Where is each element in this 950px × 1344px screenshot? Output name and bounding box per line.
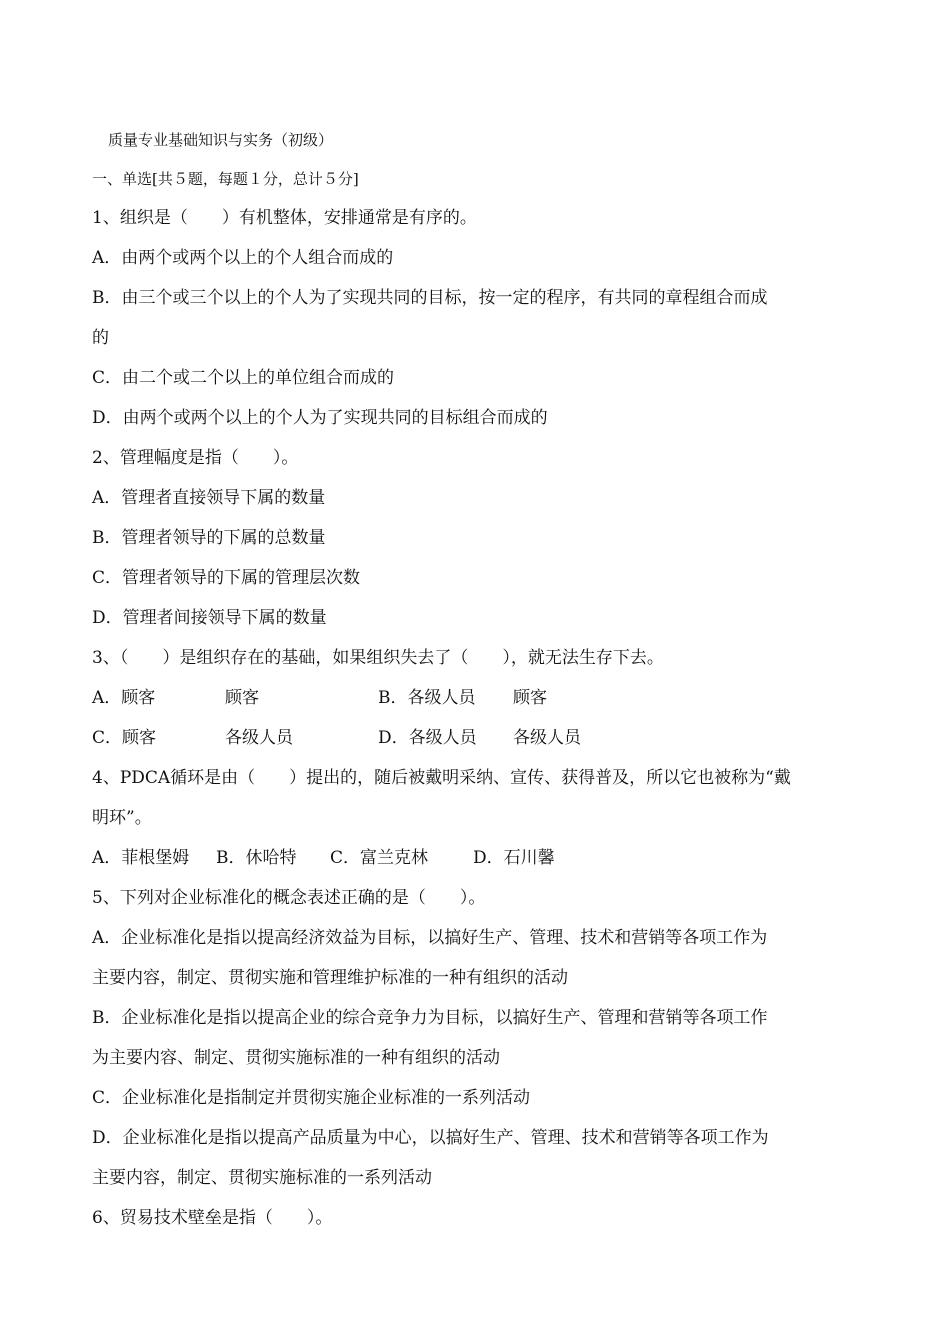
question-4-option-c: C．富兰克林 [330, 848, 429, 868]
question-5-option-a: A．企业标准化是指以提高经济效益为目标，以搞好生产、管理、技术和营销等各项工作为 [92, 928, 768, 948]
question-5-stem: 5、下列对企业标准化的概念表述正确的是（ ）。 [92, 888, 486, 908]
question-3-option-a-second: 顾客 [225, 688, 259, 708]
question-2-option-d: D．管理者间接领导下属的数量 [92, 608, 327, 628]
question-3-option-c: C．顾客 [92, 728, 157, 748]
question-2-option-a: A．管理者直接领导下属的数量 [92, 488, 326, 508]
question-3-option-d: D．各级人员 [378, 728, 477, 748]
question-1-option-c: C．由二个或二个以上的单位组合而成的 [92, 368, 395, 388]
question-3-option-c-second: 各级人员 [225, 728, 293, 748]
question-6-stem: 6、贸易技术壁垒是指（ ）。 [92, 1208, 333, 1228]
question-3-option-d-second: 各级人员 [513, 728, 581, 748]
question-1-option-b-cont: 的 [92, 328, 109, 348]
question-3-option-a: A．顾客 [92, 688, 156, 708]
question-5-option-a-cont: 主要内容，制定、贯彻实施和管理维护标准的一种有组织的活动 [92, 968, 568, 988]
question-2-option-c: C．管理者领导的下属的管理层次数 [92, 568, 361, 588]
question-4-option-d: D．石川馨 [473, 848, 555, 868]
document-title: 质量专业基础知识与实务（初级） [108, 131, 334, 149]
question-1-stem: 1、组织是（ ）有机整体，安排通常是有序的。 [92, 208, 477, 228]
question-5-option-b-cont: 为主要内容、制定、贯彻实施标准的一种有组织的活动 [92, 1048, 500, 1068]
question-3-option-b: B．各级人员 [378, 688, 476, 708]
question-4-option-a: A．菲根堡姆 [92, 848, 190, 868]
section-heading: 一、单选[共５题，每题１分，总计５分] [92, 170, 359, 188]
question-2-option-b: B．管理者领导的下属的总数量 [92, 528, 326, 548]
question-1-option-a: A．由两个或两个以上的个人组合而成的 [92, 248, 394, 268]
question-4-stem-cont: 明环”。 [92, 808, 152, 828]
question-5-option-c: C．企业标准化是指制定并贯彻实施企业标准的一系列活动 [92, 1088, 531, 1108]
question-4-option-b: B．休哈特 [216, 848, 297, 868]
question-5-option-d-cont: 主要内容，制定、贯彻实施标准的一系列活动 [92, 1168, 432, 1188]
question-3-option-b-second: 顾客 [513, 688, 547, 708]
question-4-stem: 4、PDCA循环是由（ ）提出的，随后被戴明采纳、宣传、获得普及，所以它也被称为“戴 [92, 768, 791, 788]
question-5-option-d: D．企业标准化是指以提高产品质量为中心，以搞好生产、管理、技术和营销等各项工作为 [92, 1128, 769, 1148]
question-3-stem: 3、（ ）是组织存在的基础，如果组织失去了（ ），就无法生存下去。 [92, 648, 664, 668]
question-2-stem: 2、管理幅度是指（ ）。 [92, 448, 299, 468]
question-1-option-b: B．由三个或三个以上的个人为了实现共同的目标，按一定的程序，有共同的章程组合而成 [92, 288, 768, 308]
question-5-option-b: B．企业标准化是指以提高企业的综合竞争力为目标，以搞好生产、管理和营销等各项工作 [92, 1008, 768, 1028]
question-1-option-d: D．由两个或两个以上的个人为了实现共同的目标组合而成的 [92, 408, 548, 428]
